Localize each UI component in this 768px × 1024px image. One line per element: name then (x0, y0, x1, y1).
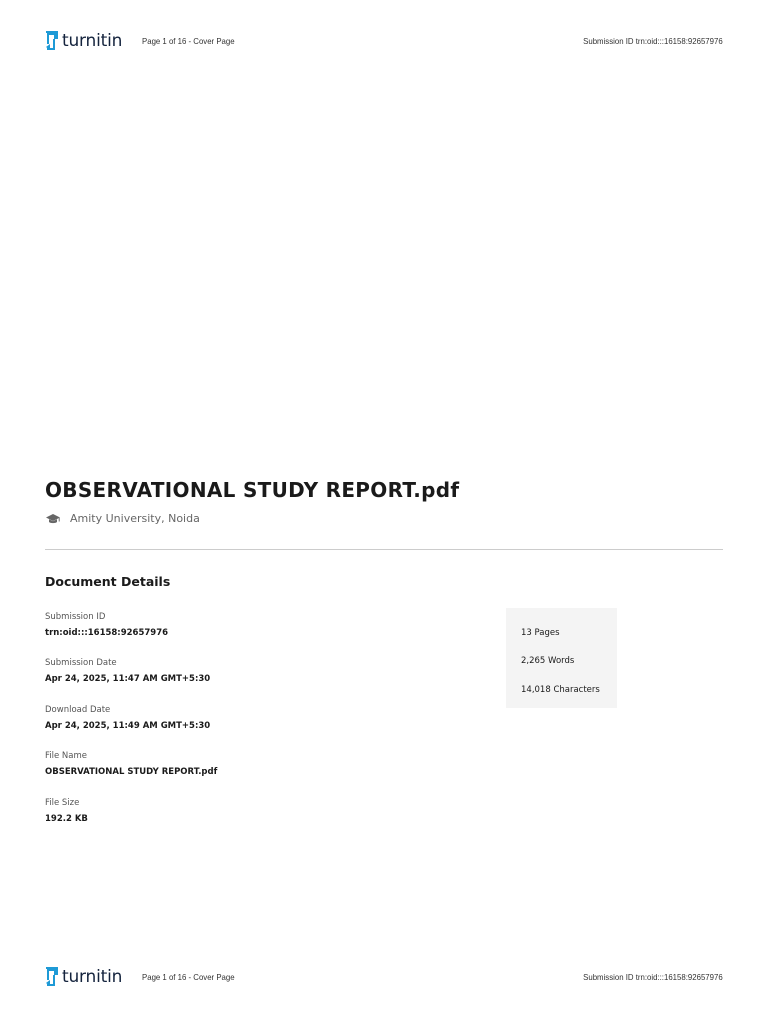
submission-id-label: Submission ID trn:oid:::16158:92657976 (583, 36, 723, 46)
graduation-cap-icon (45, 513, 61, 525)
detail-value: Apr 24, 2025, 11:49 AM GMT+5:30 (45, 721, 211, 731)
detail-download-date (45, 705, 210, 731)
stat-pages: 13 Pages (521, 628, 560, 638)
detail-value: 192.2 KB (45, 814, 88, 824)
detail-label: Download Date (45, 705, 111, 715)
page-label: Page 1 of 16 - Cover Page (142, 972, 235, 982)
detail-label: Submission ID (45, 612, 106, 622)
details-heading: Document Details (45, 574, 171, 589)
detail-label: File Size (45, 798, 80, 808)
institution-name: Amity University, Noida (70, 512, 200, 525)
divider (45, 549, 723, 550)
header-bar (45, 28, 723, 54)
turnitin-logo (45, 964, 122, 990)
detail-value: OBSERVATIONAL STUDY REPORT.pdf (45, 767, 218, 777)
detail-value: Apr 24, 2025, 11:47 AM GMT+5:30 (45, 674, 211, 684)
turnitin-logo-icon (45, 966, 59, 988)
logo-text: turnitin (62, 967, 123, 987)
institution (45, 512, 200, 525)
turnitin-logo (45, 28, 122, 54)
submission-id-label: Submission ID trn:oid:::16158:92657976 (583, 972, 723, 982)
detail-label: Submission Date (45, 658, 117, 668)
detail-submission-id (45, 612, 168, 638)
footer-bar (45, 964, 723, 990)
turnitin-logo-icon (45, 30, 59, 52)
document-title: OBSERVATIONAL STUDY REPORT.pdf (45, 478, 460, 502)
page-label: Page 1 of 16 - Cover Page (142, 36, 235, 46)
stats-box (506, 608, 617, 708)
logo-text: turnitin (62, 31, 123, 51)
stat-words: 2,265 Words (521, 656, 575, 666)
detail-label: File Name (45, 751, 88, 761)
detail-file-name (45, 751, 217, 777)
detail-value: trn:oid:::16158:92657976 (45, 628, 169, 638)
detail-submission-date (45, 658, 210, 684)
stat-characters: 14,018 Characters (521, 685, 600, 695)
detail-file-size (45, 798, 88, 824)
